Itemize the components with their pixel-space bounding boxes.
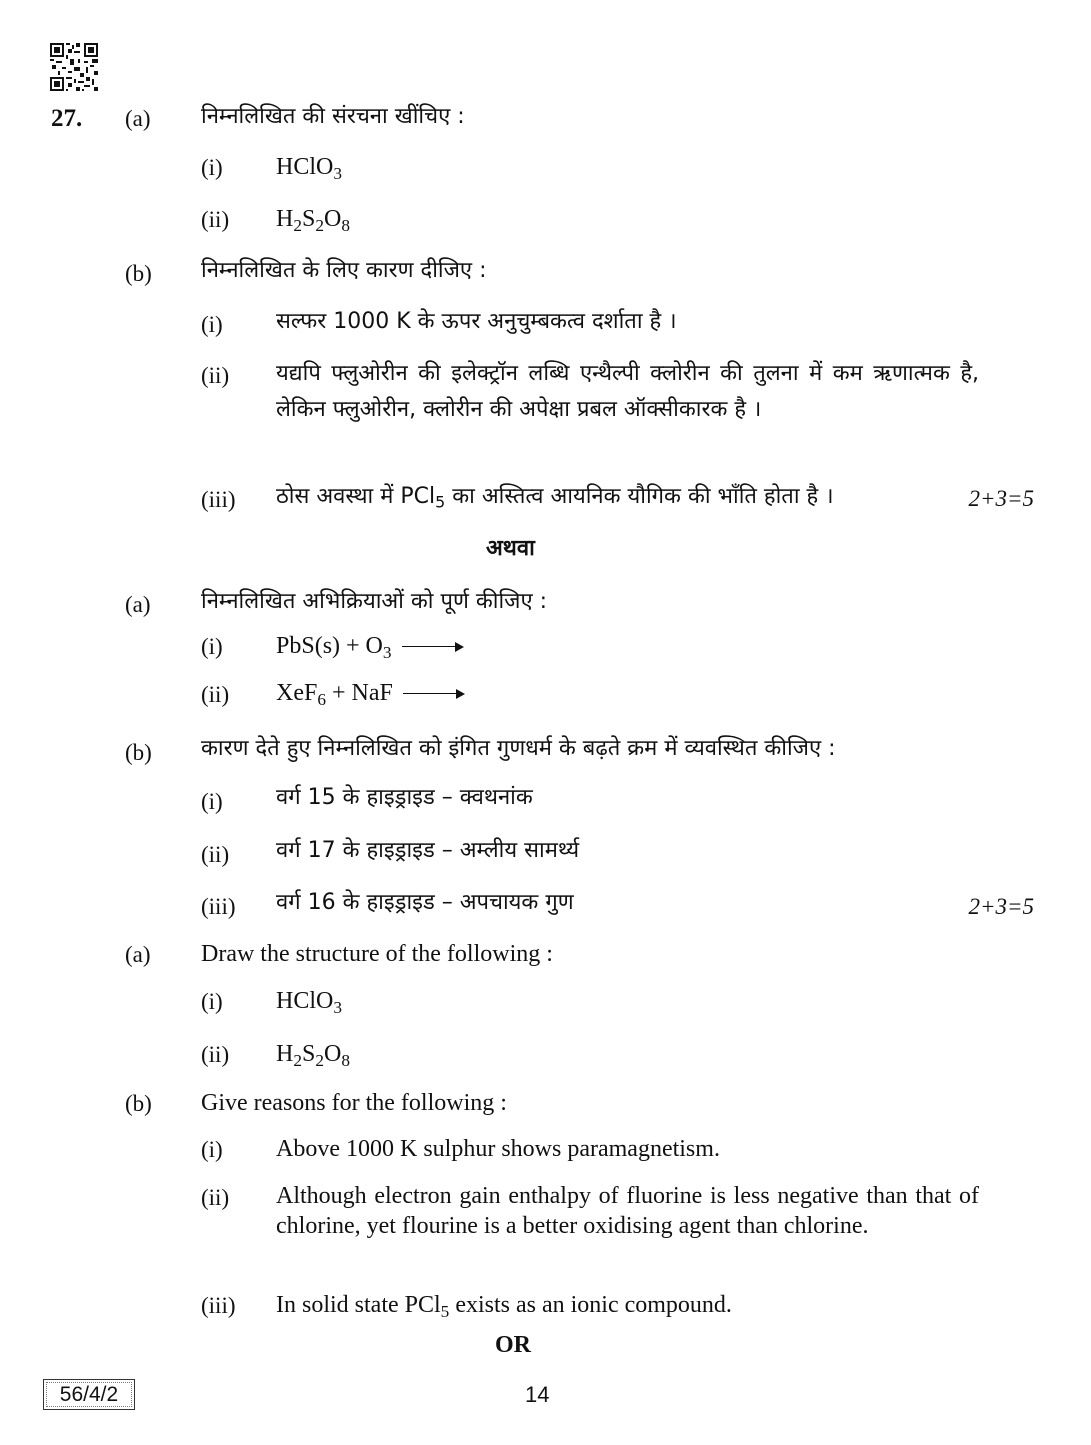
hi-d-iii-text: वर्ग 16 के हाइड्राइड – अपचायक गुण: [276, 890, 574, 915]
question-number: 27.: [51, 105, 83, 132]
hi-part-a-text: निम्नलिखित की संरचना खींचिए :: [201, 104, 465, 129]
qr-code-icon: [50, 43, 98, 91]
hi-d-iii-num: (iii): [201, 894, 236, 919]
hi-b-iii-num: (iii): [201, 487, 236, 512]
hi-c-i-num: (i): [201, 634, 223, 659]
hi-b-ii-text: यद्यपि फ्लुओरीन की इलेक्ट्रॉन लब्धि एन्थैल्पी क्लोरीन की तुलना में कम ऋणात्मक है, लेकिन फ्लुओरीन, क्लोरीन की अपेक्षा प्रबल ऑक्सीकारक है ।: [276, 361, 979, 422]
hi-marks-2: 2+3=5: [968, 894, 1034, 919]
hi-part-b-label: (b): [125, 261, 152, 286]
hi-b-i-text: सल्फर 1000 K के ऊपर अनुचुम्बकत्व दर्शाता है ।: [276, 309, 677, 334]
en-a-i-formula: HClO$_3$: [276, 988, 342, 1017]
hi-b-i-num: (i): [201, 312, 223, 337]
hi-a-ii-formula: $H_2S_2O_8$: [276, 206, 350, 235]
reaction-arrow-icon: [402, 642, 464, 652]
paper-code-box: 56/4/2: [43, 1379, 135, 1410]
hi-part-a-label: (a): [125, 106, 151, 131]
hi-or-divider: अथवा: [486, 536, 535, 561]
page-number: 14: [525, 1382, 550, 1407]
en-a-ii-num: (ii): [201, 1042, 230, 1067]
hi-d-i-text: वर्ग 15 के हाइड्राइड – क्वथनांक: [276, 785, 533, 810]
en-part-b-text: Give reasons for the following :: [201, 1090, 507, 1116]
hi-b-ii-num: (ii): [201, 363, 230, 388]
en-b-i-num: (i): [201, 1137, 223, 1162]
hi-part-c-label: (a): [125, 592, 151, 617]
hi-a-ii-num: (ii): [201, 207, 230, 232]
en-b-i-text: Above 1000 K sulphur shows paramagnetism.: [276, 1136, 720, 1162]
hi-marks-1: 2+3=5: [968, 486, 1034, 511]
en-a-ii-formula: $H_2S_2O_8$: [276, 1041, 350, 1070]
hi-d-i-num: (i): [201, 789, 223, 814]
hi-c-ii-reaction: XeF$_6$ + NaF: [276, 681, 465, 705]
en-or-divider: OR: [495, 1332, 531, 1358]
hi-part-d-text: कारण देते हुए निम्नलिखित को इंगित गुणधर्म के बढ़ते क्रम में व्यवस्थित कीजिए :: [201, 736, 836, 761]
en-part-b-label: (b): [125, 1091, 152, 1116]
hi-d-ii-text: वर्ग 17 के हाइड्राइड – अम्लीय सामर्थ्य: [276, 838, 580, 863]
en-b-iii-text: In solid state PCl$_5$ exists as an ionic compound.: [276, 1292, 732, 1321]
hi-c-i-reaction: $PbS(s) + O_3$: [276, 634, 464, 658]
reaction-arrow-icon: [403, 689, 465, 699]
hi-part-d-label: (b): [125, 740, 152, 765]
en-b-iii-num: (iii): [201, 1293, 236, 1318]
en-b-ii-num: (ii): [201, 1185, 230, 1210]
hi-part-b-text: निम्नलिखित के लिए कारण दीजिए :: [201, 258, 487, 283]
hi-part-c-text: निम्नलिखित अभिक्रियाओं को पूर्ण कीजिए :: [201, 589, 548, 614]
hi-c-ii-num: (ii): [201, 682, 230, 707]
hi-b-iii-text: ठोस अवस्था में PCl$_5$ का अस्तित्व आयनिक यौगिक की भाँति होता है ।: [276, 484, 834, 512]
hi-d-ii-num: (ii): [201, 842, 230, 867]
en-a-i-num: (i): [201, 989, 223, 1014]
en-part-a-text: Draw the structure of the following :: [201, 941, 553, 967]
hi-a-i-num: (i): [201, 155, 223, 180]
en-b-ii-text: Although electron gain enthalpy of fluorine is less negative than that of chlorine, yet flourine is a better oxidising agent than chlorine.: [276, 1183, 979, 1239]
en-part-a-label: (a): [125, 942, 151, 967]
hi-a-i-formula: HClO$_3$: [276, 154, 342, 183]
